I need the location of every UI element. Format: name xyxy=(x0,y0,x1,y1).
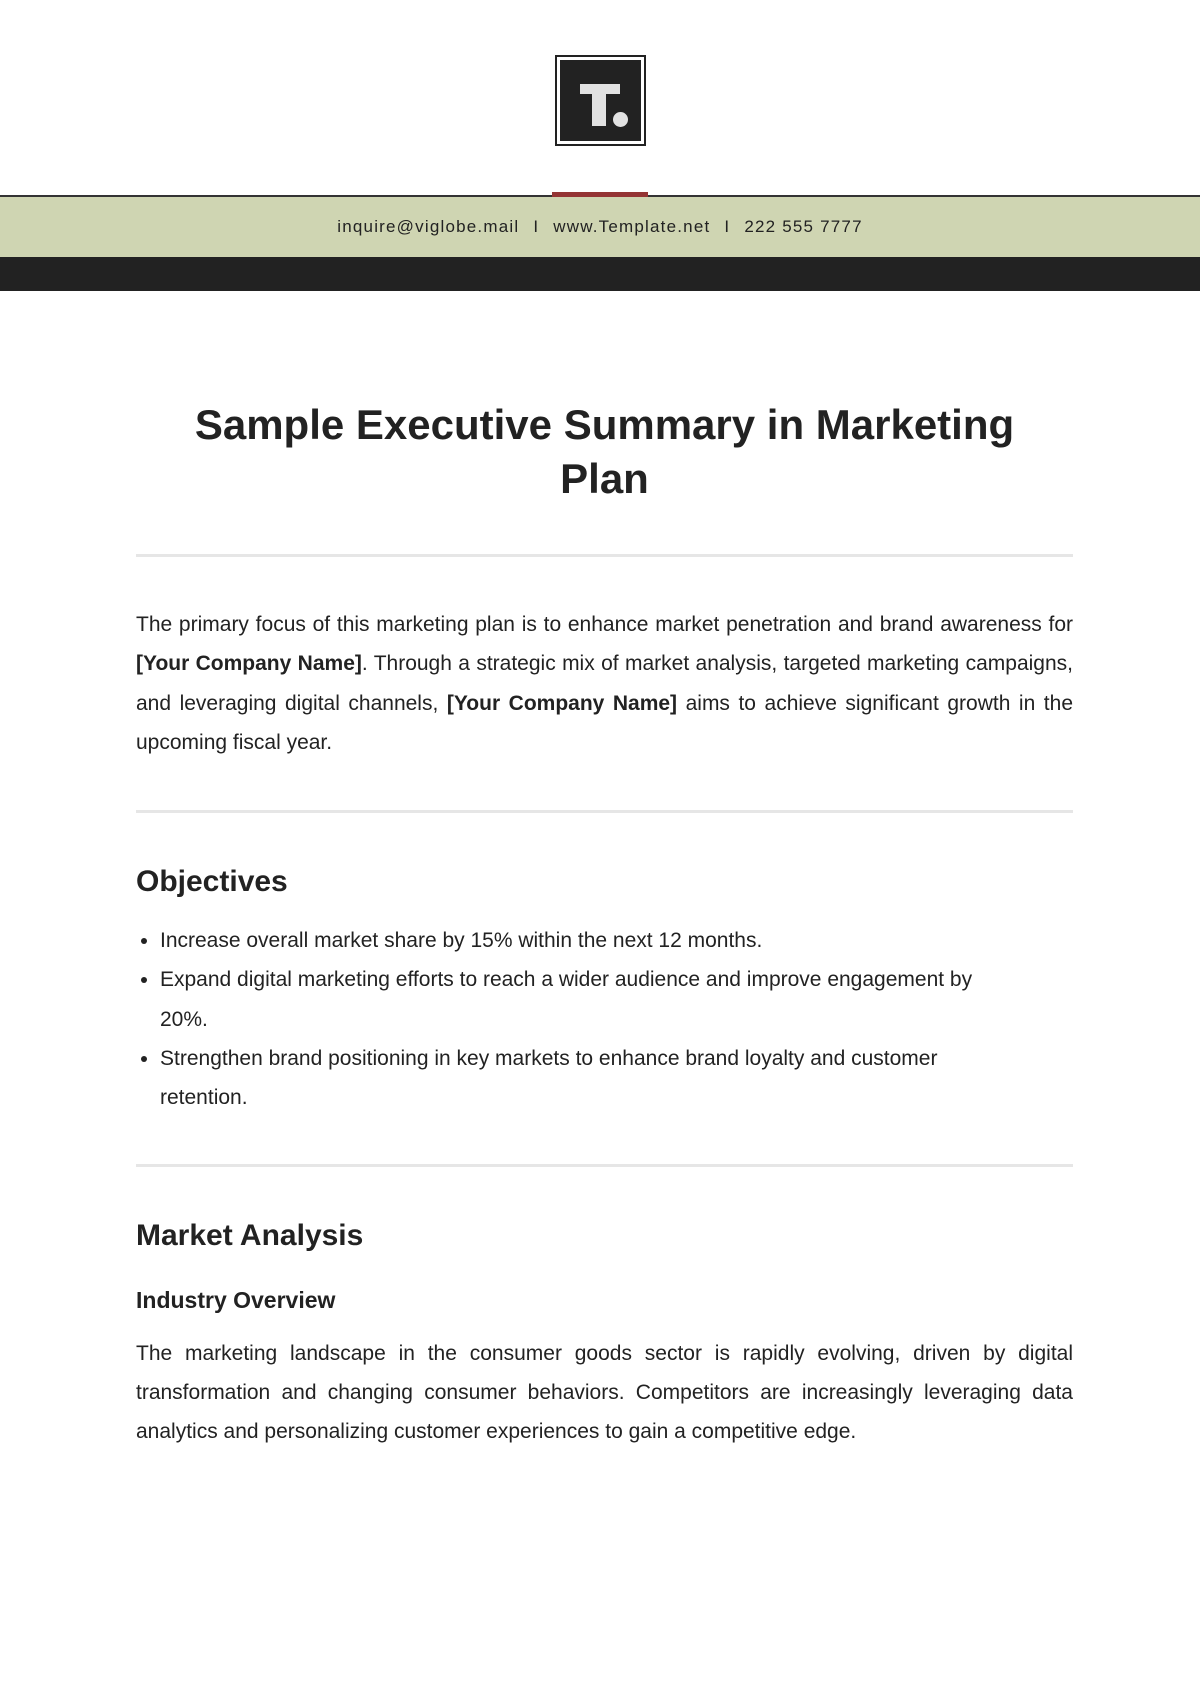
separator: I xyxy=(724,217,731,236)
dark-band xyxy=(0,257,1200,291)
intro-paragraph xyxy=(136,605,1073,762)
objectives-heading: Objectives xyxy=(136,865,288,899)
industry-overview-heading: Industry Overview xyxy=(136,1286,336,1313)
company-logo xyxy=(555,55,646,146)
divider xyxy=(136,1164,1073,1167)
separator: I xyxy=(533,217,540,236)
list-item: • Strengthen brand positioning in key markets to enhance brand loyalty and customer retention. xyxy=(160,1039,980,1118)
company-name: [Your Company Name] xyxy=(136,652,362,676)
intro-text: . Through a strategic mix of market analysis, targeted marketing campaigns, and leveraging digital channels, xyxy=(136,652,1073,715)
intro-text: aims to achieve significant growth in the upcoming fiscal year. xyxy=(136,691,1073,754)
contact-email: inquire@viglobe.mail xyxy=(337,217,520,236)
objectives-list xyxy=(136,921,980,1117)
contact-band xyxy=(0,197,1200,257)
company-name: [Your Company Name] xyxy=(446,691,678,715)
page-title: Sample Executive Summary in Marketing Plan xyxy=(194,401,1015,502)
list-item: • Increase overall market share by 15% within the next 12 months. xyxy=(160,921,980,960)
list-item: • Expand digital marketing efforts to reach a wider audience and improve engagement by 20%. xyxy=(160,960,980,1039)
divider xyxy=(136,554,1073,557)
industry-overview-text: The marketing landscape in the consumer goods sector is rapidly evolving, driven by digital transformation and changing consumer behaviors. Competitors are increasingly leveraging data analytics and personalizing customer experiences to gain a competitive edge. xyxy=(136,1341,1073,1444)
document-body xyxy=(136,398,1073,1452)
divider xyxy=(136,810,1073,813)
contact-website: www.Template.net xyxy=(553,217,711,236)
contact-phone: 222 555 7777 xyxy=(744,217,863,236)
intro-text: The primary focus of this marketing plan is to enhance market penetration and brand awareness for xyxy=(136,613,1073,636)
market-analysis-heading: Market Analysis xyxy=(136,1218,364,1252)
